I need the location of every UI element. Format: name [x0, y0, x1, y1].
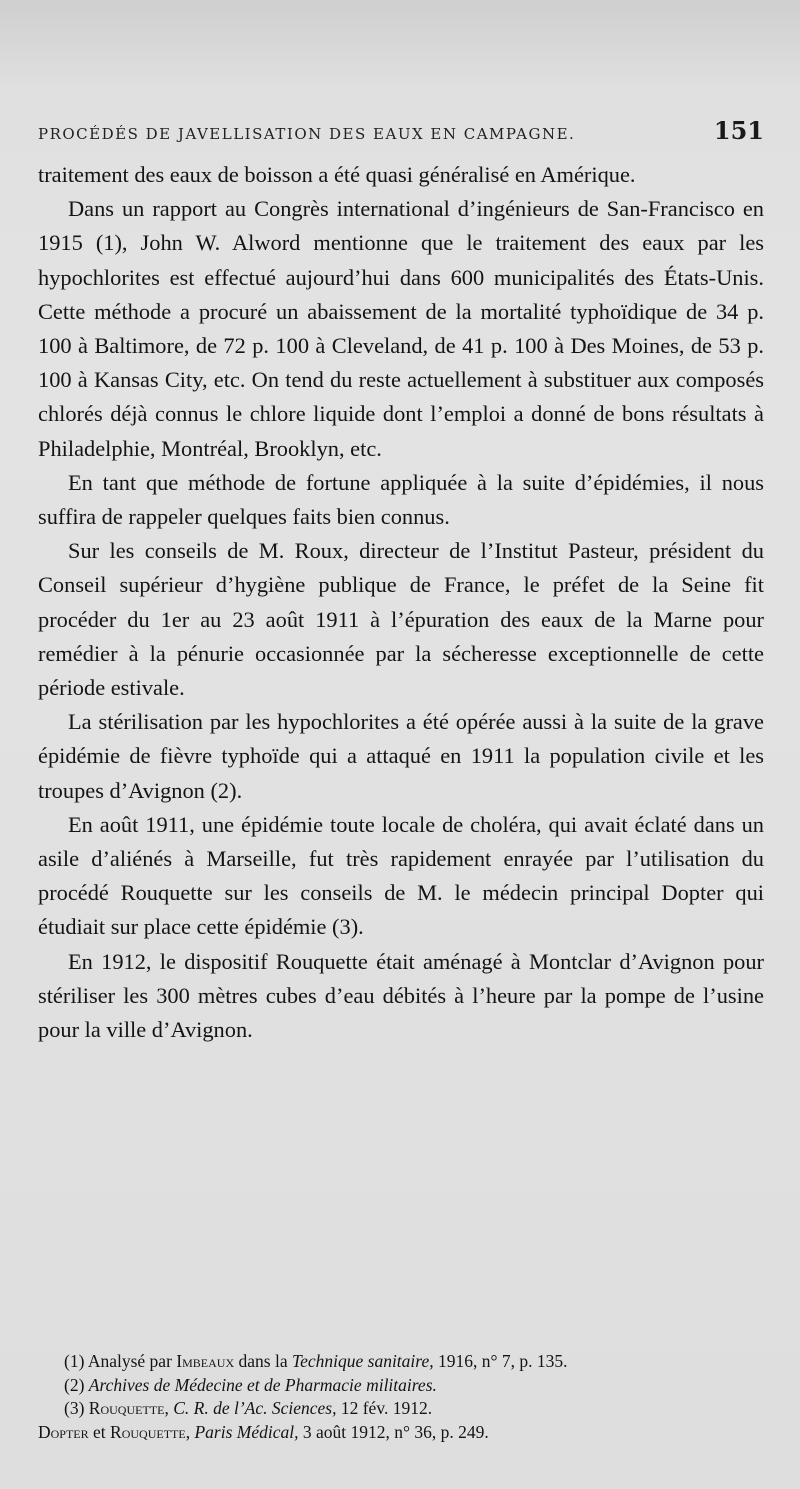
footnote-1-author: Imbeaux	[176, 1351, 235, 1371]
running-head: PROCÉDÉS DE JAVELLISATION DES EAUX EN CAMPAGNE.	[38, 125, 576, 143]
footnote-4-author-2: Rouquette,	[110, 1421, 191, 1442]
footnote-1-number: (1)	[64, 1351, 85, 1371]
paragraph-1: traitement des eaux de boisson a été quasi généralisé en Amérique.	[38, 162, 636, 187]
footnote-1-pre: Analysé par	[87, 1351, 172, 1371]
footnote-2-number: (2)	[64, 1374, 85, 1395]
footnote-4-mid: et	[93, 1421, 106, 1442]
page-number: 151	[713, 116, 764, 145]
footnote-1-post: 1916, n° 7, p. 135.	[437, 1351, 568, 1371]
footnote-3-author: Rouquette,	[88, 1398, 169, 1418]
page-header	[38, 116, 764, 145]
footnote-1	[64, 1350, 764, 1374]
footnote-4-journal: Paris Médical,	[194, 1421, 299, 1442]
footnote-3-continuation	[38, 1421, 764, 1445]
paragraph-7: En 1912, le dispositif Rouquette était aménagé à Montclar d’Avignon pour stériliser les 300 mètres cubes d’eau débités à l’heure par la pompe de l’usine pour la ville d’Avignon.	[38, 948, 764, 1043]
footnote-3-post: 12 fév. 1912.	[340, 1398, 433, 1418]
footnote-3-number: (3)	[64, 1398, 85, 1418]
paragraph-4: Sur les conseils de M. Roux, directeur de l’Institut Pasteur, président du Conseil supérieur d’hygiène publique de France, le préfet de la Seine fit procéder du 1er au 23 août 1911 à l’épuration des eaux de la Marne pour remédier à la pénurie occasionnée par la sécheresse exceptionnelle de cette période estivale.	[38, 538, 764, 701]
footnote-1-journal: Technique sanitaire,	[291, 1351, 434, 1371]
footnote-3-journal: C. R. de l’Ac. Sciences,	[173, 1398, 337, 1418]
footnote-2-journal: Archives de Médecine et de Pharmacie militaires.	[88, 1374, 437, 1395]
footnote-1-mid: dans la	[238, 1351, 288, 1371]
paragraph-2: Dans un rapport au Congrès international d’ingénieurs de San-Francisco en 1915 (1), John W. Alword mentionne que le traitement des eaux par les hypochlorites est effectué aujourd’hui dans 600 municipalités des États-Unis. Cette méthode a procuré un abaissement de la mortalité typhoïdique de 34 p. 100 à Baltimore, de 72 p. 100 à Cleveland, de 41 p. 100 à Des Moines, de 53 p. 100 à Kansas City, etc. On tend du reste actuellement à substituer aux composés chlorés déjà connus le chlore liquide dont l’emploi a donné de bons résultats à Philadelphie, Montréal, Brooklyn, etc.	[38, 196, 764, 461]
footnote-4-author-1: Dopter	[38, 1421, 89, 1442]
footnote-2	[64, 1374, 764, 1398]
body-text	[38, 158, 764, 1047]
footnotes	[38, 1350, 764, 1444]
paragraph-6: En août 1911, une épidémie toute locale de choléra, qui avait éclaté dans un asile d’aliénés à Marseille, fut très rapidement enrayée par l’utilisation du procédé Rouquette sur les conseils de M. le médecin principal Dopter qui étudiait sur place cette épidémie (3).	[38, 811, 764, 940]
paragraph-5: La stérilisation par les hypochlorites a été opérée aussi à la suite de la grave épidémie de fièvre typhoïde qui a attaqué en 1911 la population civile et les troupes d’Avignon (2).	[38, 709, 764, 803]
footnote-3	[64, 1397, 764, 1421]
footnote-4-post: 3 août 1912, n° 36, p. 249.	[302, 1421, 489, 1442]
paragraph-3: En tant que méthode de fortune appliquée à la suite d’épidémies, il nous suffira de rappeler quelques faits bien connus.	[38, 469, 764, 530]
